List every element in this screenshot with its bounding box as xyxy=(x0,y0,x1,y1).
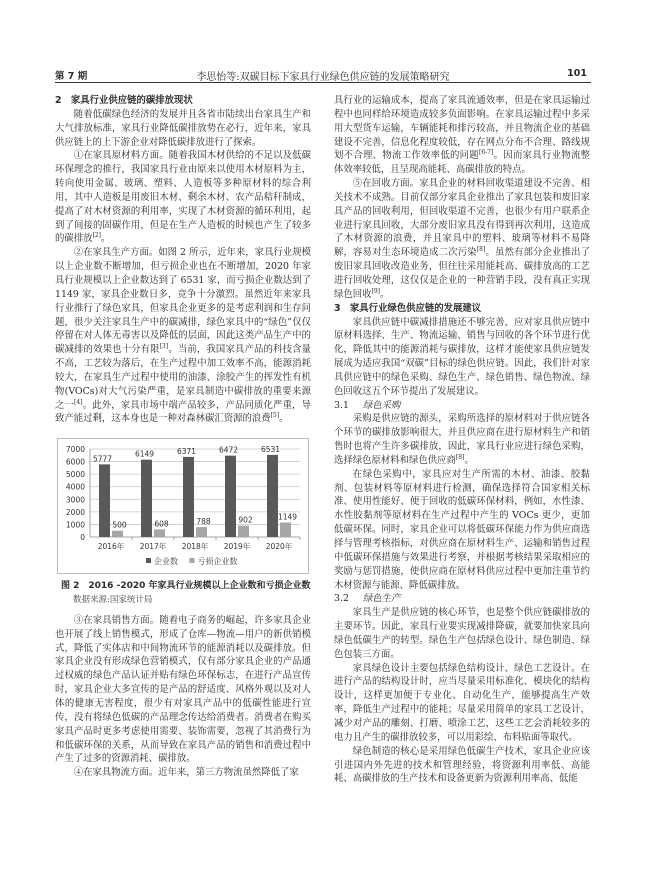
subsection-3-1-heading xyxy=(334,399,590,413)
paragraph-3-1-b: 在绿色采购中，家具应对生产所需的木材、油漆、胶黏剂、包装材料等原材料进行检测，确保选择符合国家相关标准、使用性能好、便于回收的低碳环保材料，例如，水性漆、水性胶黏剂等原材料在生产过程中产生的 VOCs 更少，更加低碳环保。同时，家具企业可以将低碳环保能力作为供应商选择与管理考核指标，对供应商在原材料生产、运输和销售过程中低碳环保措施与效果进行考察，并根据考核结果采取相应的奖励与惩罚措施，使供应商在原材料供应过程中更加注重节约木材资源与能源、降低碳排放。 xyxy=(334,468,590,591)
text: 。 xyxy=(101,233,111,245)
text: 。此外，家具市场中端产品较多，产品同质化严重，导致产能过剩，这本身也是一种对森林碳汇资源的浪费 xyxy=(55,399,311,425)
data-label: 6149 xyxy=(134,449,155,459)
paragraph-3-2-a: 家具生产是供应链的核心环节，也是整个供应链碳排放的主要环节。因此，家具行业要实现减排降碳，就要加快家具向绿色低碳生产的转型。绿色生产包括绿色设计、绿色制造、绿色包装三方面。 xyxy=(334,607,590,660)
y-tick-label: 5000 xyxy=(65,470,85,480)
legend-label: 企业数 xyxy=(154,557,178,567)
page-number: 101 xyxy=(567,68,587,79)
legend-swatch xyxy=(190,558,195,563)
text: 。 xyxy=(464,454,474,466)
paragraph-logistics-cont xyxy=(334,94,590,177)
paragraph-3-1-a xyxy=(334,412,590,467)
section-2-heading: 2 家具行业供应链的碳排放现状 xyxy=(55,95,193,106)
y-tick-label: 4000 xyxy=(65,482,85,492)
right-column xyxy=(334,94,590,786)
bar-loss-count xyxy=(238,526,249,537)
text: ①在家具原材料方面。随着我国木材供给的不足以及低碳环保理念的推行，我国家具行业由原来以使用木材原料为主，转向使用金属、玻璃、塑料、人造板等多种原材料的综合利用，其中人造板是用废旧木材、剩余木材、农产品秸秆制成，提高了对木材资源的利用率，实现了木材资源的循环利用，起到了间接的固碳作用，但是在生产人造板的时候也产生了较多的碳排放 xyxy=(55,150,311,245)
x-tick-label: 2018年 xyxy=(181,542,209,552)
subsection-3-2-heading xyxy=(334,592,590,606)
x-tick-label: 2020年 xyxy=(265,542,293,552)
legend-label: 亏损企业数 xyxy=(197,557,238,567)
text: ②在家具生产方面。如图 2 所示，近年来，家具行业规模以上企业数不断增加，但亏损企业也在不断增加，2020 年家具行业规模以上企业数达到了 6531 家，而亏损企业数达到了 1149 家，家具企业数日多，竞争十分激烈。虽然近年来家具行业推行了绿色家具，但家具企业更多的是考虑利润和生存问题，很少关注家具生产中的碳减排，绿色家具中的“绿色”仅仅停留在对人体无毒害以及降低的层面，因此这类产品生产中的碳减排的效果也十分有限 xyxy=(55,247,311,356)
data-label: 1149 xyxy=(277,512,298,522)
paragraph-intro: 随着低碳绿色经济的发展并且各省市陆续出台家具生产和大气排放标准，家具行业降低碳排放势在必行，近年来，家具供应链上的上下游企业对降低碳排放进行了探索。 xyxy=(55,108,311,148)
running-title: 李思怡等:双碳目标下家具行业绿色供应链的发展策略研究 xyxy=(196,72,450,83)
y-tick-label: 0 xyxy=(80,533,85,543)
data-label: 5777 xyxy=(92,454,113,464)
citation: [8] xyxy=(476,246,486,254)
bar-loss-count xyxy=(112,531,123,537)
subsection-number: 3.2 xyxy=(334,593,349,605)
subsection-title: 绿色采购 xyxy=(362,399,401,411)
paragraph-3-2-b: 家具绿色设计主要包括绿色结构设计、绿色工艺设计。在进行产品的结构设计时，应当尽量采用标准化、模块化的结构设计，这样更加便于专业化、自动化生产，能够提高生产效率，降低生产过程中的能耗；尽量采用简单的家具工艺设计，减少对产品的雕刻、打磨、喷涂工艺，这些工艺会消耗较多的电力且产生的碳排放较多，可以用彩绘、布料贴面等取代。 xyxy=(334,662,590,743)
left-column xyxy=(55,94,311,780)
text: 具行业的运输成本，提高了家具流通效率，但是在家具运输过程中也同样给环境造成较多负面影响。在家具运输过程中多采用大型货车运输，车辆能耗和排污较高，并且物流企业的基础建设不完善，信息化程度较低，存在网点分布不合理、路线规划不合理、物流工作效率低的问题 xyxy=(334,95,590,162)
citation: [3] xyxy=(159,343,169,351)
bar-loss-count xyxy=(154,530,165,538)
bar-enterprise-count xyxy=(267,455,278,537)
section-3-heading: 3 家具行业绿色供应链的发展建议 xyxy=(334,302,482,314)
citation: [6-7] xyxy=(478,149,494,157)
text: 采购是供应链的源头，采购所选择的原材料对于供应链各个环节的碳排放影响很大，并且供应商在进行原材料生产和销售时也将产生许多碳排放，因此，家具行业应进行绿色采购，选择绿色原材料和绿色供应商 xyxy=(334,413,590,466)
x-tick-label: 2017年 xyxy=(139,542,167,552)
text: 。因而家具行业物流整体效率较低，且呈现高能耗、高碳排放的特点。 xyxy=(334,150,590,176)
bar-loss-count xyxy=(196,527,207,537)
data-label: 608 xyxy=(154,519,169,529)
paragraph-raw-material xyxy=(55,149,311,246)
text: 。当前，我国家具产品的科技含量不高，工艺较为落后，在生产过程中加工效率不高，能源消耗较大，在家具生产过程中使用的油漆、涂胶产生的挥发性有机物(VOCs)对大气污染严重，是家具制造中碳排放的重要来源之一 xyxy=(55,344,311,411)
paragraph-recycle xyxy=(334,177,590,302)
bar-loss-count xyxy=(280,523,291,537)
running-header xyxy=(55,66,591,83)
citation: [5] xyxy=(270,412,280,420)
citation: [9] xyxy=(371,287,381,295)
paragraph-logistics-start: ④在家具物流方面。近年来，第三方物流虽然降低了家 xyxy=(73,767,299,779)
issue-label: 第 7 期 xyxy=(55,71,88,82)
citation: [8] xyxy=(455,453,465,461)
y-tick-label: 3000 xyxy=(65,495,85,505)
y-tick-label: 2000 xyxy=(65,508,85,518)
figure-2-chart xyxy=(57,438,309,574)
paragraph-3-2-c: 绿色制造的核心是采用绿色低碳生产技术，家具企业应该引进国内外先进的技术和管理经验，将资源利用率低、高能耗、高碳排放的生产技术和设备更新为资源利用率高、低能 xyxy=(334,745,590,785)
data-label: 6371 xyxy=(176,447,197,457)
citation: [2] xyxy=(92,232,102,240)
citation: [4] xyxy=(74,398,83,406)
data-label: 6531 xyxy=(260,445,281,455)
data-label: 788 xyxy=(196,517,211,527)
text: 。 xyxy=(279,413,289,425)
bar-enterprise-count xyxy=(225,456,236,537)
paragraph-sales: ③在家具销售方面。随着电子商务的崛起，许多家具企业也开展了线上销售模式，形成了仓库—物流—用户的新供销模式，降低了实体店和中间物流环节的能源消耗以及碳排放。但家具企业没有形成绿色营销模式，仅有部分家具企业的产品通过权威的绿色产品认证并贴有绿色环保标志，在进行产品宣传时，家具企业大多宣传的是产品的舒适度、风格外观以及对人体的健康无害程度，很少有对家具产品中的低碳性能进行宣传，没有将绿色低碳的产品理念传达给消费者。消费者在购买家具产品时更多考虑使用需要、装饰需要，忽视了其消费行为和低碳环保的关系，从而导致在家具产品的销售和消费过程中产生了过多的资源消耗、碳排放。 xyxy=(55,614,311,765)
text: ⑤在回收方面。家具企业的材料回收渠道建设不完善、相关技术不成熟。目前仅部分家具企业推出了家具包装和废旧家具产品的回收利用，但回收渠道不完善，也很少有用户联系企业进行家具回收，大部分废旧家具没有得到再次利用，这造成了木材资源的浪费，并且家具中的塑料、玻璃等材料不易降解，容易对生态环境造成二次污染 xyxy=(334,178,590,259)
figure-caption: 图 2 2016 -2020 年家具行业规模以上企业数和亏损企业数 xyxy=(61,581,311,592)
bar-chart-svg xyxy=(58,439,308,573)
data-label: 902 xyxy=(238,515,253,525)
paragraph-section-3: 家具供应链中碳减排措施还不够完善，应对家具供应链中原材料选择、生产、物流运输、销售与回收的各个环节进行优化，降低其中的能源消耗与碳排放，这样才能使家具供应链发展成为适应我国“双碳”目标的绿色供应链。因此，我们针对家具供应链中的绿色采购、绿色生产、绿色销售、绿色物流、绿色回收这五个环节提出了发展建议。 xyxy=(334,316,590,397)
y-tick-label: 7000 xyxy=(65,445,85,455)
y-tick-label: 6000 xyxy=(65,457,85,467)
paragraph-production xyxy=(55,246,311,426)
data-label: 500 xyxy=(112,520,127,530)
y-tick-label: 1000 xyxy=(65,520,85,530)
text: 。 xyxy=(380,288,390,300)
x-tick-label: 2016年 xyxy=(97,542,125,552)
text: 。虽然有部分企业推出了废旧家具回收改造业务，但往往采用能耗高、碳排放高的工艺进行回收处理，这仅仅是企业的一种营销手段，没有真正实现绿色回收 xyxy=(334,247,590,300)
x-tick-label: 2019年 xyxy=(223,542,251,552)
bar-enterprise-count xyxy=(141,460,152,537)
figure-source: 数据来源:国家统计局 xyxy=(73,595,153,606)
data-label: 6472 xyxy=(218,445,239,455)
subsection-title: 绿色生产 xyxy=(362,593,401,605)
subsection-number: 3.1 xyxy=(334,399,349,411)
legend-swatch xyxy=(146,558,151,563)
bar-enterprise-count xyxy=(183,457,194,537)
bar-enterprise-count xyxy=(99,465,110,538)
